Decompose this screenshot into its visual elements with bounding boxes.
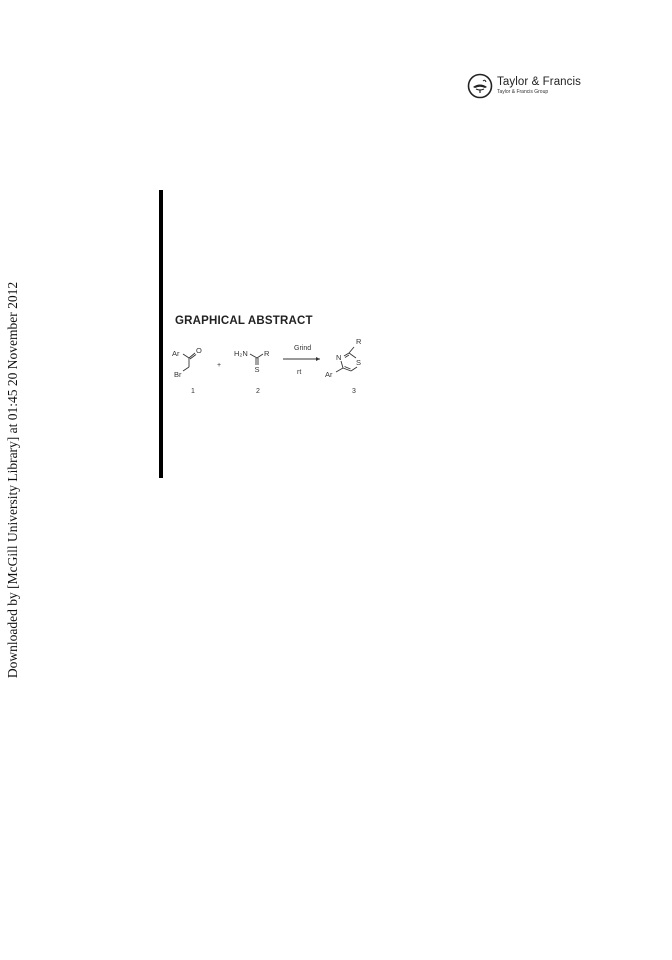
compound-1-o-label: O xyxy=(196,346,202,355)
abstract-left-rule xyxy=(159,190,163,478)
compound-2-structure xyxy=(234,349,270,374)
download-stamp: Downloaded by [McGill University Library] at 01:45 20 November 2012 xyxy=(5,281,20,679)
reaction-scheme xyxy=(170,330,370,402)
compound-1-structure xyxy=(172,346,202,379)
taylor-francis-lamp-icon xyxy=(467,73,493,99)
compound-2-h2n-label: H₂N xyxy=(234,349,248,358)
compound-2-r-label: R xyxy=(264,349,270,358)
compound-3-number: 3 xyxy=(352,388,356,395)
compound-1-br-label: Br xyxy=(174,370,182,379)
compound-3-s-label: S xyxy=(356,358,362,367)
plus-sign: + xyxy=(217,362,222,369)
compound-1-ar-label: Ar xyxy=(172,349,180,358)
graphical-abstract-heading: GRAPHICAL ABSTRACT xyxy=(175,315,313,327)
compound-3-r-label: R xyxy=(356,337,362,346)
compound-1-number: 1 xyxy=(191,388,195,395)
publisher-logo xyxy=(467,73,581,99)
compound-2-s-label: S xyxy=(254,365,260,374)
logo-wordmark xyxy=(497,77,581,96)
compound-3-n-label: N xyxy=(336,353,342,362)
arrow-condition-grind: Grind xyxy=(294,345,312,352)
compound-2-number: 2 xyxy=(256,388,260,395)
compound-3-structure xyxy=(325,337,362,379)
publisher-group: Taylor & Francis Group xyxy=(497,89,549,96)
publisher-name: Taylor & Francis xyxy=(497,75,582,88)
arrow-head-icon xyxy=(316,357,320,361)
compound-3-ar-label: Ar xyxy=(325,370,333,379)
arrow-condition-rt: rt xyxy=(297,369,302,376)
